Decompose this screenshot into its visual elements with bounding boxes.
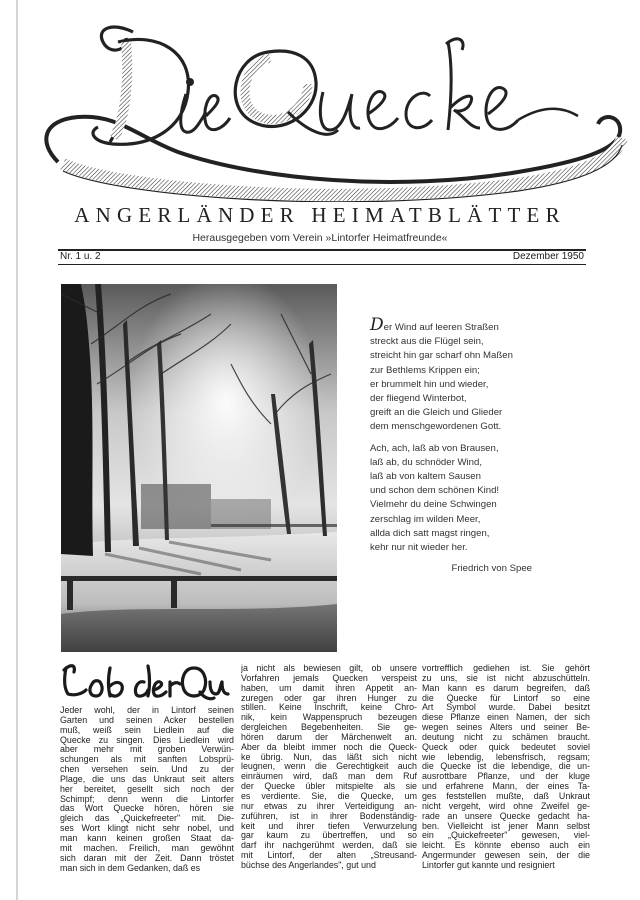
article-line: deutung nicht zu schämen braucht. [422,732,590,742]
article-line: vortrefflich gediehen ist. Sie gehört [422,664,590,673]
article-column-3 [422,664,590,871]
article-column-1 [60,706,234,873]
article-line: aber mehr mit groben Verwün- [60,745,234,755]
poem-line: allda dich satt magst ringen, [370,527,490,539]
article-line: nicht vergeht, wird ohne Zweifel ge- [422,801,590,811]
article-line: Quecke zu singen. Dies Liedlein wird [60,735,234,745]
article-line: ben. Vielleicht ist jener Mann selbst [422,821,590,831]
article-line: sich daran mit der Zeit. Dann tröstet [60,853,234,863]
article-line: schungen als mit sanften Lobsprü- [60,755,234,765]
poem-stanza-2 [370,442,570,556]
masthead-logo [18,12,628,202]
poem-line: er brummelt hin und wieder, [370,378,489,390]
article-line: wegen seines Alters und seiner Be- [422,723,590,733]
article-line: der Quecke übler mitspielte als sie [241,782,417,792]
article-line: chen versehen sein. Und zu der [60,765,234,775]
article-line: zuführen, ist in ihrer Bodenständig- [241,811,417,821]
article-line: ein „Quickefreeter" gewesen, viel- [422,831,590,841]
article-line: Schimpf; denn wenn die Lintorfer [60,794,234,804]
article-line: Queck oder quick bedeutet soviel [422,742,590,752]
article-line: muß, weiß sein Liedlein auf die [60,725,234,735]
article-line: mit Lintorf, der alten „Streusand- [241,851,417,861]
poem-line: greift an die Gleich und Glieder [370,407,503,419]
article-line: nur etwas zu ihrer Verteidigung an- [241,801,417,811]
header-rule-bottom [58,264,586,265]
poem [370,315,570,576]
poem-line: streicht hin gar scharf ohn Maßen [370,350,513,362]
article-line: man sich in dem Gedanken, daß es [60,863,201,873]
article-line: Vorfahren jemals Quecken verspeist [241,673,417,683]
article-line: das Wort Quecke hören, hören sie [60,804,234,814]
article-line: wie lebendig, lebensfrisch, regsam; [422,752,590,762]
article-line: haben, um damit ihren Appetit an- [241,683,417,693]
article-line: es verdiente. Sie, die Quecke, um [241,791,417,801]
article-line: zu uns, sie ist nicht abzuschütteln. [422,673,590,683]
poem-line: und schon dem schönen Kind! [370,485,500,497]
article-line: rade an unsere Quecke gedacht ha- [422,811,590,821]
article-line: leugnen, wenn die Gerechtigkeit auch [241,762,417,772]
poem-line: zur Bethlems Krippen ein; [370,364,480,376]
winter-landscape-photo [61,284,337,652]
article-line: Plage, die uns das Unkraut seit alters [60,774,234,784]
article-line: leicht. Es könnte ebenso auch ein [422,841,590,851]
article-line: Jeder wohl, der in Lintorf seinen [60,706,234,715]
publisher-line: Herausgegeben vom Verein »Lintorfer Heimatfreunde« [192,232,448,244]
article-line: und erfahrene Mann, der eines Ta- [422,782,590,792]
article-line: gar kaum zu übertreffen, und so [241,831,417,841]
poem-line: laß ab von kaltem Sausen [370,471,481,483]
poem-line: streckt aus die Flügel sein, [370,336,484,348]
poem-line: dem menschgewordenen Gott. [370,421,502,433]
article-line: Aber da bleibt immer noch die Queck- [241,742,417,752]
article-line: mit machen. Freilich, man gewöhnt [60,843,234,853]
article-column-2 [241,664,417,871]
article-line: man kann keinen großen Staat da- [60,833,234,843]
issue-number: Nr. 1 u. 2 [60,251,101,262]
article-line: ke übrig. Nun, das läßt sich nicht [241,752,417,762]
article-line: ges feststellen mußte, daß Unkraut [422,791,590,801]
article-line: diese Pflanze einen Namen, der sich [422,713,590,723]
article-headline [60,660,232,702]
article-line: nik, kein Wappenspruch bezeugen [241,713,417,723]
article-line: zuregen oder gar ihren Hunger zu [241,693,417,703]
poem-initial: D [370,315,384,335]
article-line: die Quecke für Lintorf so eine [422,693,590,703]
article-line: einräumen wird, daß man dem Ruf [241,772,417,782]
article-line: darf ihr nachgerühmt werden, daß sie [241,841,417,851]
article-line: Art Symbol wurde. Dabei besitzt [422,703,590,713]
poem-line: Vielmehr du deine Schwingen [370,499,497,511]
poem-line: Ach, ach, laß ab von Brausen, [370,442,499,454]
article-line: ausrottbare Pflanze, und der kluge [422,772,590,782]
article-line: büchse des Angerlandes", gut und [241,860,376,870]
poem-line: der fliegend Winterbot, [370,393,467,405]
header-rule-top [58,249,586,251]
article-line: Angermunder gewesen sein, der die [422,851,590,861]
poem-author: Friedrich von Spee [451,563,532,575]
article-line: keit und ihrer tiefen Verwurzelung [241,821,417,831]
article-line: die Quecke ist die lebendige, die un- [422,762,590,772]
article-line: Garten und seinen Acker bestellen [60,715,234,725]
poem-line: kehr nur nit wieder her. [370,542,468,554]
article-line: her bereitet, gesellt sich noch der [60,784,234,794]
article-line: Man kann es darum begreifen, daß [422,683,590,693]
poem-stanza-1 [370,315,570,435]
article-line: hören darum der Märchenwelt an. [241,732,417,742]
article-line: ja nicht als bewiesen gilt, ob unsere [241,664,417,673]
article-line: ses Wort klingt nicht sehr nobel, und [60,824,234,834]
masthead-subtitle: ANGERLÄNDER HEIMATBLÄTTER [74,203,566,227]
article-line: dergleichen Begebenheiten. Sie ge- [241,723,417,733]
poem-line: laß ab, du schnöder Wind, [370,456,482,468]
article-line: gleich das „Quickefreeter" mit. Die- [60,814,234,824]
article-line: stillen. Keine Inschrift, keine Chro- [241,703,417,713]
poem-line: Der Wind auf leeren Straßen [370,315,499,335]
poem-line: zerschlag im wilden Meer, [370,513,481,525]
issue-date: Dezember 1950 [512,251,584,262]
article-line: Lintorfer gut kannte und resigniert [422,860,555,870]
